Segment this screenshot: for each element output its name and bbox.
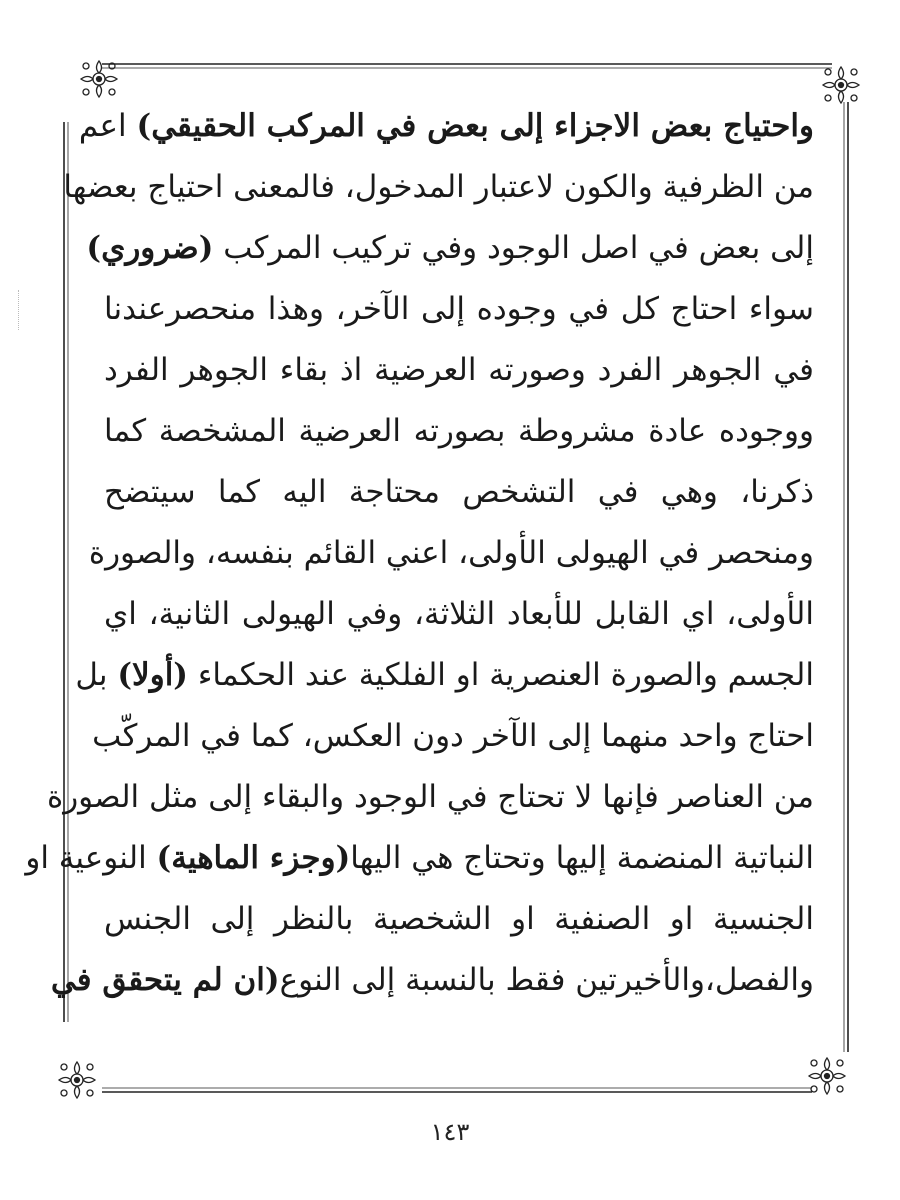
bold-text-run: (ان لم يتحقق في <box>50 962 280 998</box>
bold-text-run: واحتياج بعض الاجزاء إلى بعض في المركب الحقيقي) <box>136 108 814 144</box>
text-line <box>104 584 814 645</box>
text-line <box>50 950 814 1011</box>
text-run: بل <box>75 657 118 693</box>
text-line <box>88 523 814 584</box>
text-run: الجنسية او الصنفية او الشخصية بالنظر إلى الجنس <box>104 901 814 937</box>
body-text <box>25 96 814 1011</box>
text-run: الجسم والصورة العنصرية او الفلكية عند الحكماء <box>187 657 814 693</box>
text-line <box>78 96 814 157</box>
text-line <box>63 157 814 218</box>
text-run: من العناصر فإنها لا تحتاج في الوجود والبقاء إلى مثل الصورة <box>46 779 814 815</box>
text-run: النباتية المنضمة إليها وتحتاج هي اليها <box>350 840 814 876</box>
text-line <box>104 401 814 462</box>
text-run: ومنحصر في الهيولى الأولى، اعني القائم بنفسه، والصورة <box>88 535 814 571</box>
text-line <box>86 218 814 279</box>
text-run: سواء احتاج كل في وجوده إلى الآخر، وهذا منحصرعندنا <box>104 291 814 327</box>
text-line <box>104 462 814 523</box>
text-line <box>104 279 814 340</box>
text-run: النوعية او <box>25 840 157 876</box>
bold-text-run: (ضروري) <box>86 230 214 266</box>
text-line <box>104 340 814 401</box>
text-run: إلى بعض في اصل الوجود وفي تركيب المركب <box>213 230 814 266</box>
floral-ornament-icon <box>54 1057 100 1103</box>
text-line <box>46 767 814 828</box>
text-run: احتاج واحد منهما إلى الآخر دون العكس، كما في المركّب <box>92 718 814 754</box>
bold-text-run: (وجزء الماهية) <box>156 840 351 876</box>
bold-text-run: (أولا) <box>117 657 188 693</box>
text-run: الأولى، اي القابل للأبعاد الثلاثة، وفي الهيولى الثانية، اي <box>104 596 814 632</box>
page-number: ١٤٣ <box>430 1118 470 1146</box>
floral-ornament-icon <box>804 1053 850 1099</box>
text-run: من الظرفية والكون لاعتبار المدخول، فالمعنى احتياج بعضها <box>63 169 814 205</box>
text-line <box>92 706 814 767</box>
text-run: في الجوهر الفرد وصورته العرضية اذ بقاء الجوهر الفرد <box>104 352 814 388</box>
text-run: اعم <box>78 108 137 144</box>
text-line <box>104 889 814 950</box>
text-line <box>75 645 814 706</box>
scan-artifact <box>18 290 20 330</box>
text-run: ذكرنا، وهي في التشخص محتاجة اليه كما سيتضح <box>104 474 814 510</box>
text-line <box>25 828 814 889</box>
text-run: والفصل،والأخيرتين فقط بالنسبة إلى النوع <box>279 962 814 998</box>
floral-ornament-icon <box>818 62 864 108</box>
text-run: ووجوده عادة مشروطة بصورته العرضية المشخصة كما <box>104 413 814 449</box>
